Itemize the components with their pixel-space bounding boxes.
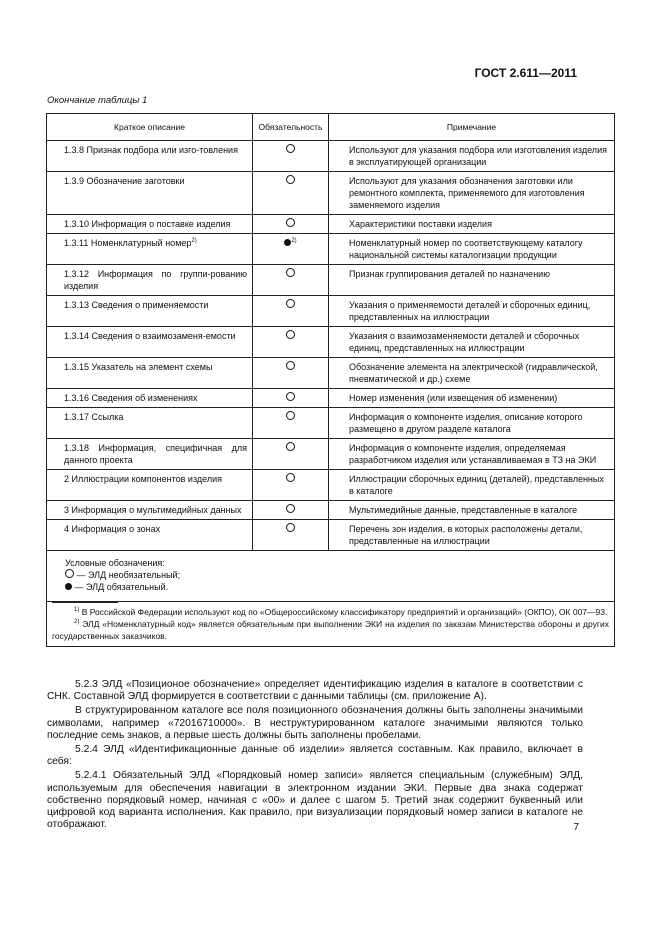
footnote-2-text: ЭЛД «Номенклатурный код» является обязательным при выполнении ЭКИ на изделия по заказам Министерства обороны и других государственных заказчиков.	[52, 619, 609, 641]
page-number: 7	[573, 822, 579, 833]
table-row	[47, 327, 615, 358]
row-description	[47, 265, 253, 296]
table-row	[47, 296, 615, 327]
row-description-text: 4 Информация о зонах	[64, 524, 161, 534]
row-obligation	[253, 234, 329, 265]
row-note	[329, 215, 615, 234]
row-description	[47, 296, 253, 327]
row-note-text: Иллюстрации сборочных единиц (деталей), представленных в каталоге	[349, 474, 604, 496]
row-description-text: 1.3.10 Информация о поставке изделия	[64, 219, 231, 229]
row-description-text: 1.3.14 Сведения о взаимозаменя-емости	[64, 331, 236, 341]
table-row	[47, 501, 615, 520]
footnotes-cell	[47, 602, 615, 647]
table-row	[47, 520, 615, 551]
footnotes-row	[47, 602, 615, 647]
table-row	[47, 358, 615, 389]
optional-circle-icon	[286, 411, 295, 420]
optional-circle-icon	[286, 299, 295, 308]
row-note-text: Мультимедийные данные, представленные в каталоге	[349, 505, 578, 515]
legend-optional	[65, 569, 609, 581]
row-note	[329, 234, 615, 265]
row-description	[47, 172, 253, 215]
row-note-text: Информация о компоненте изделия, определяемая разработчиком изделия или устанавливаемая в ТЗ на ЭКИ	[349, 443, 597, 465]
row-note	[329, 141, 615, 172]
row-note	[329, 520, 615, 551]
row-description-text: 1.3.17 Ссылка	[64, 412, 124, 422]
row-obligation	[253, 296, 329, 327]
legend-row	[47, 551, 615, 602]
optional-circle-icon	[286, 144, 295, 153]
footnote-2	[52, 618, 609, 642]
column-header-obligation: Обязательность	[253, 114, 329, 141]
row-description-text: 1.3.8 Признак подбора или изго-товления	[64, 145, 238, 155]
row-description	[47, 234, 253, 265]
row-description-text: 1.3.12 Информация по группи-рованию изделия	[64, 269, 247, 291]
row-description	[47, 470, 253, 501]
row-note-text: Обозначение элемента на электрической (гидравлической, пневматической и др.) схеме	[349, 362, 598, 384]
row-description-text: 1.3.15 Указатель на элемент схемы	[64, 362, 213, 372]
row-description-text: 1.3.11 Номенклатурный номер	[64, 238, 192, 248]
optional-circle-icon	[286, 218, 295, 227]
row-description	[47, 389, 253, 408]
table-row	[47, 141, 615, 172]
legend-title: Условные обозначения:	[65, 558, 165, 568]
row-description-text: 1.3.9 Обозначение заготовки	[64, 176, 185, 186]
table-row	[47, 389, 615, 408]
row-description-text: 1.3.16 Сведения об изменениях	[64, 393, 198, 403]
optional-circle-icon	[286, 361, 295, 370]
paragraph-5-2-4: 5.2.4 ЭЛД «Идентификационные данные об изделии» является составным. Как правило, включает в себя:	[47, 744, 583, 768]
paragraph-5-2-3: 5.2.3 ЭЛД «Позиционое обозначение» определяет идентификацию изделия в каталоге в соответствии с СНК. Составной ЭЛД формируется в соответствии с данными таблицы (см. приложение А).	[47, 679, 583, 703]
row-description	[47, 358, 253, 389]
row-obligation	[253, 520, 329, 551]
row-note-text: Указания о применяемости деталей и сборочных единиц, представленных на иллюстрации	[349, 300, 591, 322]
row-obligation	[253, 408, 329, 439]
row-obligation	[253, 327, 329, 358]
table-row	[47, 172, 615, 215]
row-description	[47, 439, 253, 470]
row-note-text: Характеристики поставки изделия	[349, 219, 492, 229]
paragraph-structured: В структурированном каталоге все поля позиционного обозначения должны быть заполнены значимыми символами, например «72016710000». В неструктурированном каталоге значимыми являются только последние семь знаков, а первые шесть должны быть заполнены пробелами.	[47, 705, 583, 741]
legend-optional-text: — ЭЛД необязательный;	[76, 570, 181, 580]
row-note-text: Используют для указания обозначения заготовки или ремонтного комплекта, применяемого для изготовления заменяемого изделия	[349, 176, 585, 210]
row-obligation	[253, 172, 329, 215]
table-row	[47, 439, 615, 470]
row-obligation	[253, 215, 329, 234]
row-note	[329, 389, 615, 408]
required-dot-icon	[65, 583, 72, 590]
body-text	[47, 679, 583, 833]
elements-table	[46, 113, 615, 647]
optional-circle-icon	[286, 473, 295, 482]
row-description	[47, 215, 253, 234]
row-note	[329, 439, 615, 470]
table-body	[47, 141, 615, 551]
table-row	[47, 470, 615, 501]
optional-circle-icon	[286, 523, 295, 532]
footnote-1-text: В Российской Федерации используют код по «Общероссийскому классификатору предприятий и организаций» (ОКПО), ОК 007—93.	[81, 607, 608, 617]
optional-circle-icon	[65, 569, 74, 578]
row-note	[329, 470, 615, 501]
row-obligation	[253, 439, 329, 470]
footnote-2-mark: 2)	[74, 619, 80, 626]
table-row	[47, 234, 615, 265]
optional-circle-icon	[286, 268, 295, 277]
optional-circle-icon	[286, 504, 295, 513]
obligation-footnote-mark: 2)	[291, 238, 297, 244]
row-note-text: Перечень зон изделия, в которых расположены детали, представленные на иллюстрации	[349, 524, 583, 546]
legend-cell	[47, 551, 615, 602]
column-header-description: Краткое описание	[47, 114, 253, 141]
row-note	[329, 327, 615, 358]
row-note	[329, 265, 615, 296]
row-description-text: 3 Информация о мультимедийных данных	[64, 505, 242, 515]
optional-circle-icon	[286, 392, 295, 401]
row-description-text: 2 Иллюстрации компонентов изделия	[64, 474, 223, 484]
row-note	[329, 296, 615, 327]
row-description-text: 1.3.13 Сведения о применяемости	[64, 300, 209, 310]
row-description	[47, 520, 253, 551]
row-obligation	[253, 358, 329, 389]
column-header-note: Примечание	[329, 114, 615, 141]
legend-required-text: — ЭЛД обязательный.	[74, 582, 169, 592]
footnote-1-mark: 1)	[74, 607, 80, 614]
optional-circle-icon	[286, 330, 295, 339]
row-description	[47, 141, 253, 172]
row-note-text: Номер изменения (или извещения об изменении)	[349, 393, 558, 403]
row-description	[47, 501, 253, 520]
table-row	[47, 265, 615, 296]
footnote-divider	[52, 602, 118, 603]
row-description	[47, 408, 253, 439]
paragraph-5-2-4-1: 5.2.4.1 Обязательный ЭЛД «Порядковый номер записи» является специальным (служебным) ЭЛД, используемым для обеспечения навигации в электронном издании ЭКИ. Первые два знака содержат собственно порядковый номер, начиная с «00» и далее с шагом 5. Третий знак содержит буквенный или цифровой код варианта исполнения. Как правило, при визуализации порядковый номер записи в каталоге не отображают.	[47, 770, 583, 831]
row-obligation	[253, 501, 329, 520]
row-note-text: Используют для указания подбора или изготовления изделия в эксплуатирующей организации	[349, 145, 607, 167]
row-obligation	[253, 265, 329, 296]
optional-circle-icon	[286, 442, 295, 451]
row-note-text: Указания о взаимозаменяемости деталей и сборочных единиц, представленных на иллюстрации	[349, 331, 580, 353]
table-row	[47, 408, 615, 439]
row-obligation	[253, 141, 329, 172]
row-note	[329, 408, 615, 439]
footnote-1	[52, 606, 609, 618]
row-description	[47, 327, 253, 358]
row-note-text: Признак группирования деталей по назначению	[349, 269, 550, 279]
row-note	[329, 172, 615, 215]
table-header-row	[47, 114, 615, 141]
row-note	[329, 501, 615, 520]
document-header: ГОСТ 2.611—2011	[474, 66, 577, 80]
table-row	[47, 215, 615, 234]
optional-circle-icon	[286, 175, 295, 184]
row-note-text: Номенклатурный номер по соответствующему каталогу национальной системы каталогизации продукции	[349, 238, 583, 260]
row-description-text: 1.3.18 Информация, специфичная для данного проекта	[64, 443, 247, 465]
legend-required	[65, 581, 609, 593]
description-footnote-mark: 2)	[191, 238, 197, 244]
row-obligation	[253, 470, 329, 501]
row-note-text: Информация о компоненте изделия, описание которого размещено в другом разделе каталога	[349, 412, 583, 434]
row-obligation	[253, 389, 329, 408]
table-caption: Окончание таблицы 1	[47, 95, 148, 106]
row-note	[329, 358, 615, 389]
